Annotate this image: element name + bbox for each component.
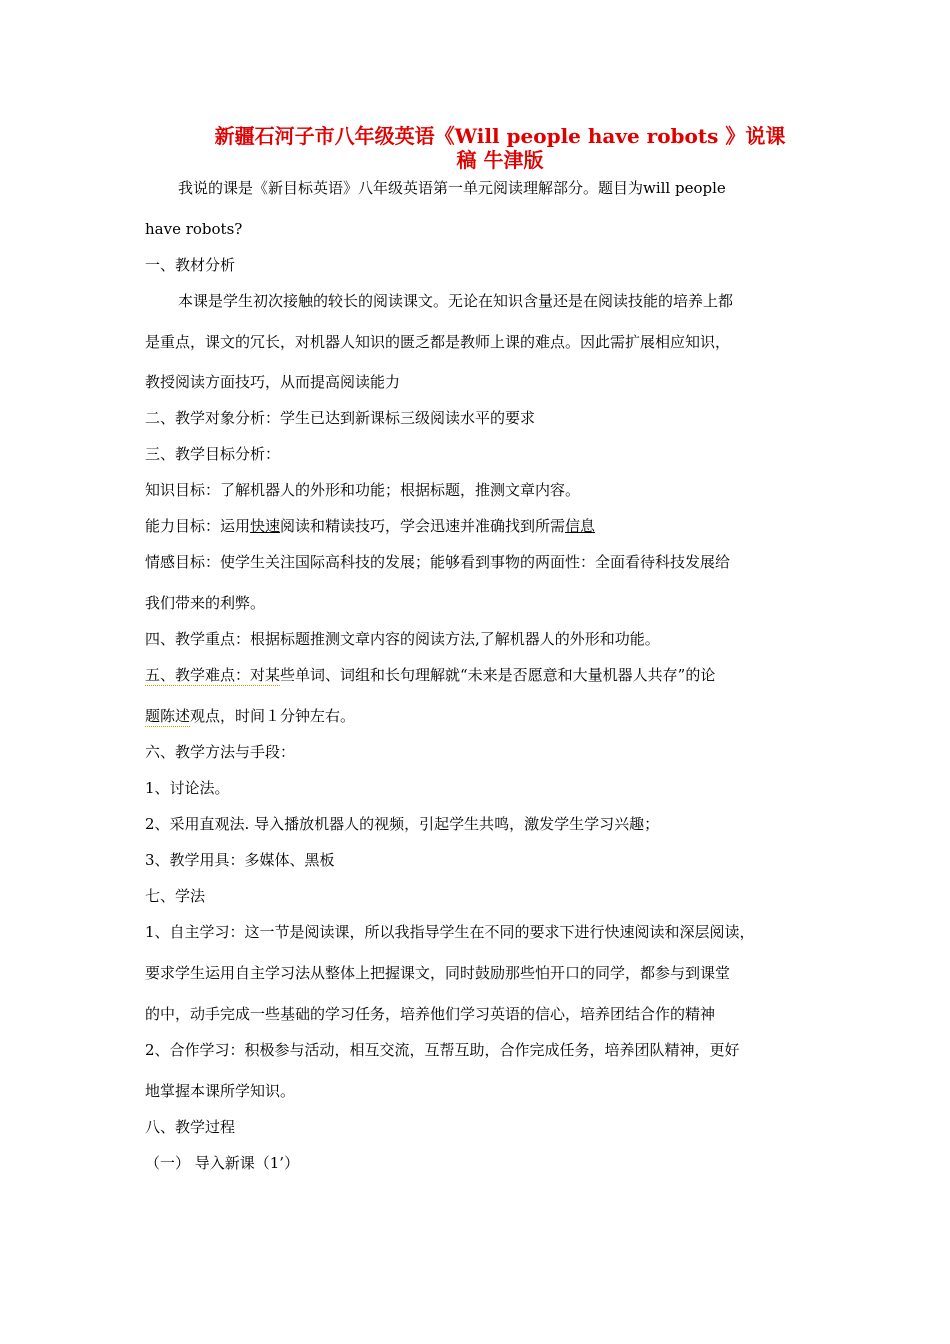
- section-8-heading: 八、教学过程: [145, 1118, 236, 1136]
- study-method-1-line-2: 要求学生运用自主学习法从整体上把握课文，同时鼓励那些怕开口的同学，都参与到课堂: [145, 964, 731, 982]
- section-7-heading: 七、学法: [145, 887, 206, 905]
- section-5-line-2-part-2: 观点，时间１分钟左右。: [190, 707, 356, 725]
- section-5-line-1-part-2: 些单词、词组和长句理解就“未来是否愿意和大量机器人共存”的论: [280, 666, 716, 684]
- section-6-heading: 六、教学方法与手段：: [145, 743, 296, 761]
- study-method-2-line-2: 地掌握本课所学知识。: [145, 1082, 296, 1100]
- method-item-2: 2、采用直观法. 导入播放机器人的视频，引起学生共鸣，激发学生学习兴趣；: [145, 815, 660, 833]
- section-1-paragraph-line-3: 教授阅读方面技巧，从而提高阅读能力: [145, 373, 401, 391]
- study-method-1-line-3: 的中，动手完成一些基础的学习任务，培养他们学习英语的信心，培养团结合作的精神: [145, 1005, 716, 1023]
- section-1-paragraph-line-1: 本课是学生初次接触的较长的阅读课文。无论在知识含量还是在阅读技能的培养上都: [178, 292, 734, 310]
- intro-line-1: 我说的课是《新目标英语》八年级英语第一单元阅读理解部分。题目为will people: [178, 179, 726, 197]
- section-1-paragraph-line-2: 是重点，课文的冗长，对机器人知识的匮乏都是教师上课的难点。因此需扩展相应知识，: [145, 333, 731, 351]
- section-3-heading: 三、教学目标分析：: [145, 445, 281, 463]
- method-item-1: 1、讨论法。: [145, 779, 230, 797]
- section-2-heading: 二、教学对象分析：学生已达到新课标三级阅读水平的要求: [145, 409, 536, 427]
- section-5-line-1: [145, 666, 715, 684]
- document-title-line-1: 新疆石河子市八年级英语《Will people have robots 》说课: [214, 124, 786, 148]
- section-5-line-2: [145, 707, 355, 725]
- ability-goal: [145, 517, 595, 535]
- study-method-2-line-1: 2、合作学习：积极参与活动，相互交流，互帮互助，合作完成任务，培养团队精神，更好: [145, 1041, 740, 1059]
- section-5-line-2-part-1: 题陈述: [145, 707, 191, 725]
- emotion-goal-line-2: 我们带来的利弊。: [145, 594, 266, 612]
- process-step-1: （一） 导入新课（1’）: [145, 1154, 300, 1172]
- ability-goal-underlined-2: 信息: [565, 517, 596, 535]
- section-4-heading: 四、教学重点：根据标题推测文章内容的阅读方法,了解机器人的外形和功能。: [145, 630, 660, 648]
- knowledge-goal: 知识目标：了解机器人的外形和功能；根据标题，推测文章内容。: [145, 481, 581, 499]
- emotion-goal-line-1: 情感目标：使学生关注国际高科技的发展；能够看到事物的两面性：全面看待科技发展给: [145, 553, 731, 571]
- section-1-heading: 一、教材分析: [145, 256, 236, 274]
- section-5-line-1-part-1: 五、教学难点：对某: [145, 666, 281, 684]
- intro-line-2: have robots?: [145, 220, 243, 238]
- document-title-line-2: 稿 牛津版: [456, 148, 544, 172]
- study-method-1-line-1: 1、自主学习：这一节是阅读课，所以我指导学生在不同的要求下进行快速阅读和深层阅读，: [145, 923, 755, 941]
- ability-goal-part-1: 能力目标：运用: [145, 517, 251, 535]
- ability-goal-underlined-1: 快速: [250, 517, 281, 535]
- ability-goal-part-2: 阅读和精读技巧，学会迅速并准确找到所需: [280, 517, 566, 535]
- method-item-3: 3、教学用具：多媒体、黑板: [145, 851, 335, 869]
